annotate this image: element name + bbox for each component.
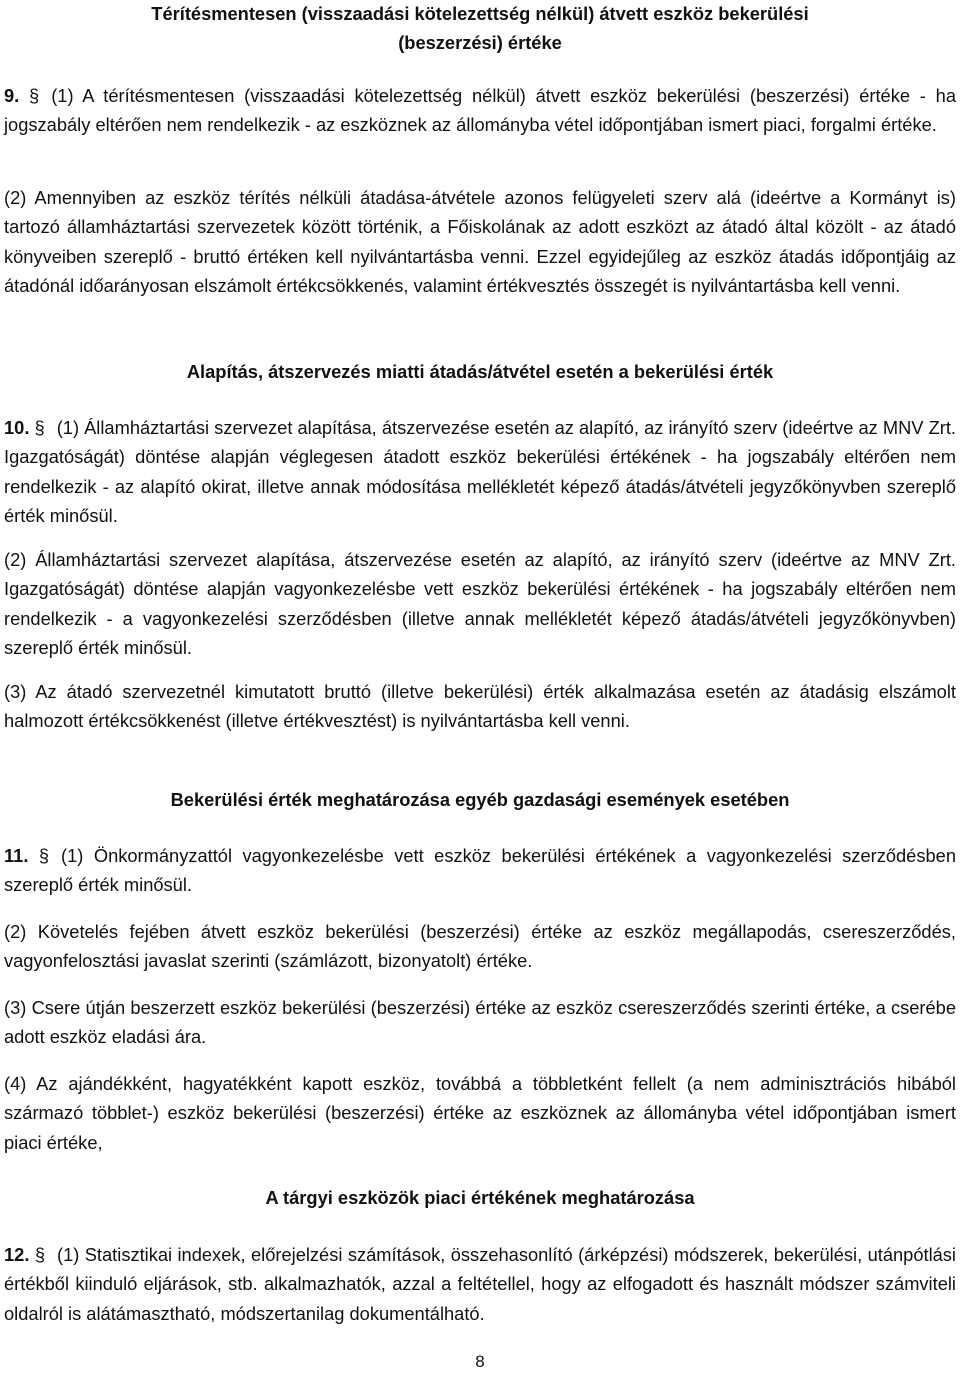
section-heading-11: Bekerülési érték meghatározása egyéb gazdasági események esetében <box>170 789 790 810</box>
paragraph-text: (1) A térítésmentesen (visszaadási kötelezettség nélkül) átvett eszköz bekerülési (beszerzési) értéke - ha jogszabály eltérően nem rendelkezik - az eszköznek az állományba vétel időpontjában ismert piaci, forgalmi értéke. <box>4 85 956 136</box>
paragraph: (2) Követelés fejében átvett eszköz bekerülési (beszerzési) értéke az eszköz megállapodás, csereszerződés, vagyonfelosztási javaslat szerinti (számlázott, bizonyatolt) értéke. <box>4 921 956 972</box>
section-number: 11. <box>4 845 29 866</box>
section-number: 9. <box>4 85 20 106</box>
heading-line: (beszerzési) értéke <box>398 32 562 53</box>
section-number: 12. <box>4 1244 30 1265</box>
paragraph <box>4 1240 956 1328</box>
paragraph: (3) Csere útján beszerzett eszköz bekerülési (beszerzési) értéke az eszköz csereszerződés szerinti értéke, a cserébe adott eszköz eladási ára. <box>4 997 956 1048</box>
heading-line: Térítésmentesen (visszaadási kötelezettség nélkül) átvett eszköz bekerülési <box>151 3 809 24</box>
paragraph: (2) Amennyiben az eszköz térítés nélküli átadása-átvétele azonos felügyeleti szerv alá (ideértve a Kormányt is) tartozó államháztartási szervezetek között történik, a Főiskolának az adott eszközt az átadó által közölt - az átadó könyveiben szereplő - bruttó értéken kell nyilvántartásba venni. Ezzel egyidejűleg az eszköz átadás időpontjáig az átadónál időarányosan elszámolt értékcsökkenés, valamint értékvesztés összegét is nyilvántartásba kell venni. <box>4 187 956 297</box>
paragraph-text: (1) Államháztartási szervezet alapítása, átszervezése esetén az alapító, az irányító szerv (ideértve az MNV Zrt. Igazgatóságát) döntése alapján véglegesen átadott eszköz bekerülési értékének - ha jogszabály eltérően nem rendelkezik - az alapító okirat, illetve annak módosítása mellékletét képező átadás/átvételi jegyzőkönyvben szereplő érték minősül. <box>4 417 956 527</box>
section-sign: § <box>38 845 50 866</box>
section-heading-10: Alapítás, átszervezés miatti átadás/átvétel esetén a bekerülési érték <box>186 361 774 382</box>
paragraph <box>4 81 956 140</box>
paragraph <box>4 841 956 900</box>
section-heading-12: A tárgyi eszközök piaci értékének meghatározása <box>265 1187 695 1208</box>
paragraph-text: (1) Statisztikai indexek, előrejelzési számítások, összehasonlító (árképzési) módszerek, bekerülési, utánpótlási értékből kiinduló eljárások, stb. alkalmazhatók, azzal a feltétellel, hogy az elfogadott és használt módszer számviteli oldalról is alátámasztható, módszertanilag dokumentálható. <box>4 1244 956 1324</box>
paragraph: (2) Államháztartási szervezet alapítása, átszervezése esetén az alapító, az irányító szerv (ideértve az MNV Zrt. Igazgatóságát) döntése alapján vagyonkezelésbe vett eszköz bekerülési értékének - ha jogszabály eltérően nem rendelkezik - a vagyonkezelési szerződésben (illetve annak mellékletét képező átadás/átvételi jegyzőkönyvben) szereplő érték minősül. <box>4 549 956 659</box>
paragraph <box>4 413 956 531</box>
section-sign: § <box>34 417 45 438</box>
section-number: 10. <box>4 417 30 438</box>
page-number: 8 <box>475 1352 485 1371</box>
paragraph-text: (1) Önkormányzattól vagyonkezelésbe vett eszköz bekerülési értékének a vagyonkezelési szerződésben szereplő érték minősül. <box>4 845 956 896</box>
section-sign: § <box>34 1244 45 1265</box>
paragraph: (4) Az ajándékként, hagyatékként kapott eszköz, továbbá a többletként fellelt (a nem adminisztrációs hibából származó többlet-) eszköz bekerülési (beszerzési) értéke az eszköznek az állományba vétel időpontjában ismert piaci értéke, <box>4 1073 956 1153</box>
paragraph: (3) Az átadó szervezetnél kimutatott bruttó (illetve bekerülési) érték alkalmazása esetén az átadásig elszámolt halmozott értékcsökkenést (illetve értékvesztést) is nyilvántartásba kell venni. <box>4 681 956 732</box>
section-sign: § <box>29 85 40 106</box>
section-heading-9 <box>4 0 956 57</box>
